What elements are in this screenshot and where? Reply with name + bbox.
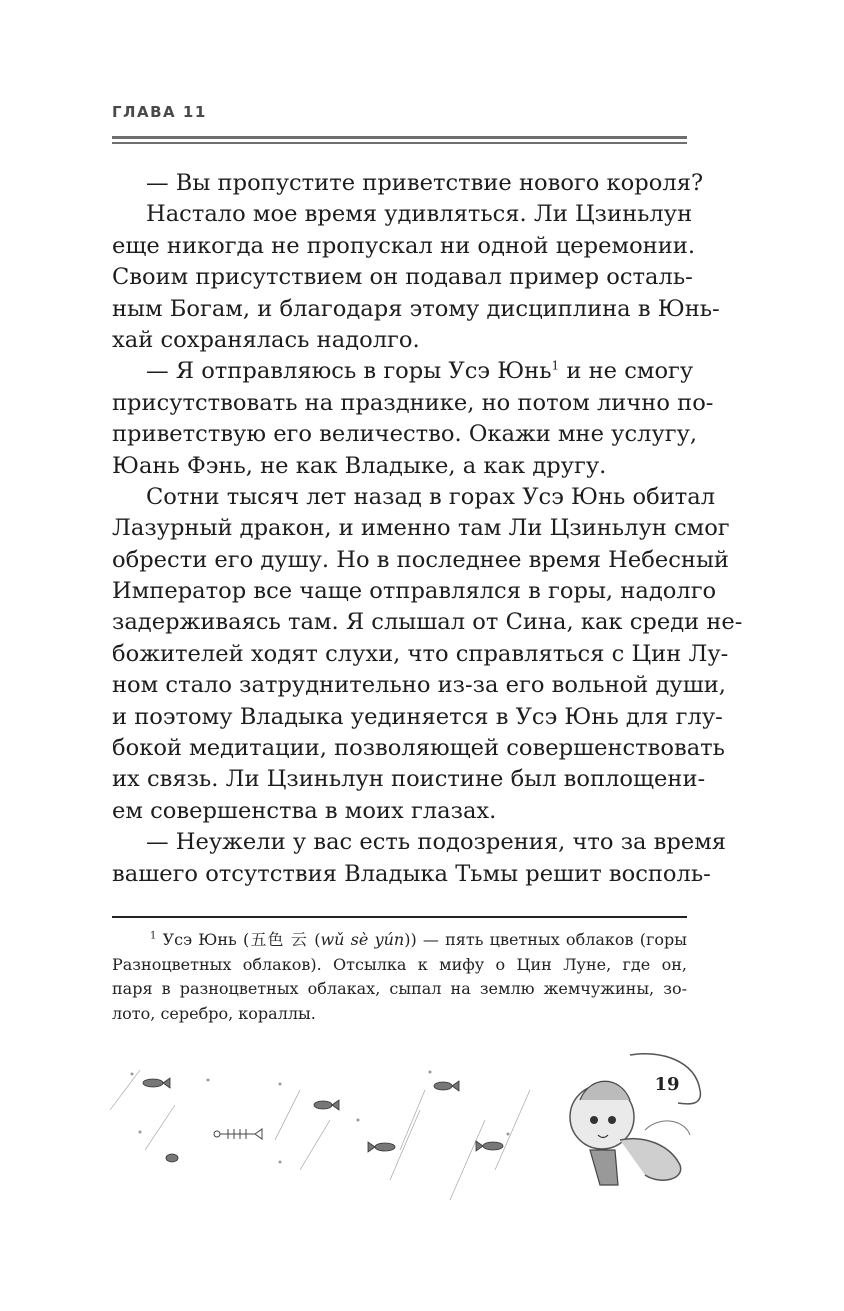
footnote-text: )) — пять цветных облаков (горы xyxy=(404,930,687,949)
text-line: их связь. Ли Цзиньлун поистине был воплощени- xyxy=(112,766,706,793)
footnote-term: Усэ Юнь ( xyxy=(162,930,250,949)
text-line: еще никогда не пропускал ни одной церемонии. xyxy=(112,232,696,259)
text-line: Юань Фэнь, не как Владыке, а как другу. xyxy=(112,452,607,479)
footnote-ref[interactable]: 1 xyxy=(551,358,560,373)
text-line: Настало мое время удивляться. Ли Цзиньлун xyxy=(146,201,693,228)
text-line: бокой медитации, позволяющей совершенствовать xyxy=(112,735,725,762)
footnote-line: Разноцветных облаков). Отсылка к мифу о Цин Луне, где он, xyxy=(112,954,687,974)
text-line: и поэтому Владыка уединяется в Усэ Юнь для глу- xyxy=(112,703,723,730)
text-line: вашего отсутствия Владыка Тьмы решит восполь- xyxy=(112,860,711,887)
text-line: хай сохранялась надолго. xyxy=(112,326,420,353)
footnote-line xyxy=(112,928,687,953)
footnote-number: 1 xyxy=(150,930,157,942)
footnote-paren: ( xyxy=(307,930,321,949)
text-line: ем совершенства в моих глазах. xyxy=(112,797,497,824)
text-line: ным Богам, и благодаря этому дисциплина в Юнь- xyxy=(112,295,720,322)
chapter-header: ГЛАВА 11 xyxy=(112,103,207,121)
text-line: Император все чаще отправлялся в горы, надолго xyxy=(112,578,717,605)
footnote-hanzi: 五色 云 xyxy=(249,930,308,949)
footnote-rule xyxy=(112,916,687,918)
footnote xyxy=(112,928,687,1026)
text-fragment: — Я отправляюсь в горы Усэ Юнь xyxy=(146,358,552,385)
text-line: божителей ходят слухи, что справляться с Цин Лу- xyxy=(112,640,729,667)
footnote-line: паря в разноцветных облаках, сыпал на землю жемчужины, зо- xyxy=(112,979,687,998)
fish-skeleton-icon xyxy=(214,1129,262,1139)
text-line: — Неужели у вас есть подозрения, что за время xyxy=(146,829,727,856)
text-line: Сотни тысяч лет назад в горах Усэ Юнь обитал xyxy=(146,483,716,510)
text-line: Лазурный дракон, и именно там Ли Цзиньлун смог xyxy=(112,515,730,542)
header-rule xyxy=(112,136,687,139)
main-text xyxy=(112,168,743,890)
text-line-with-footnote xyxy=(112,356,694,387)
text-line: приветствую его величество. Окажи мне услугу, xyxy=(112,421,698,448)
fish-icon xyxy=(143,1078,503,1162)
footnote-pinyin: wǔ sè yún xyxy=(320,930,405,949)
text-line: задерживаясь там. Я слышал от Сина, как среди не- xyxy=(112,609,743,636)
text-line: — Вы пропустите приветствие нового короля? xyxy=(146,170,704,196)
text-line: Своим присутствием он подавал пример осталь- xyxy=(112,264,693,291)
text-line: обрести его душу. Но в последнее время Небесный xyxy=(112,546,729,573)
text-line: ном стало затруднительно из-за его вольной души, xyxy=(112,672,726,699)
footnote-line: лото, серебро, кораллы. xyxy=(112,1003,316,1023)
header-rule-thin xyxy=(112,142,687,144)
text-line: присутствовать на празднике, но потом лично по- xyxy=(112,389,714,416)
page-number: 19 xyxy=(654,1074,680,1095)
text-fragment: и не смогу xyxy=(566,358,694,385)
fish-illustration xyxy=(100,1050,580,1200)
